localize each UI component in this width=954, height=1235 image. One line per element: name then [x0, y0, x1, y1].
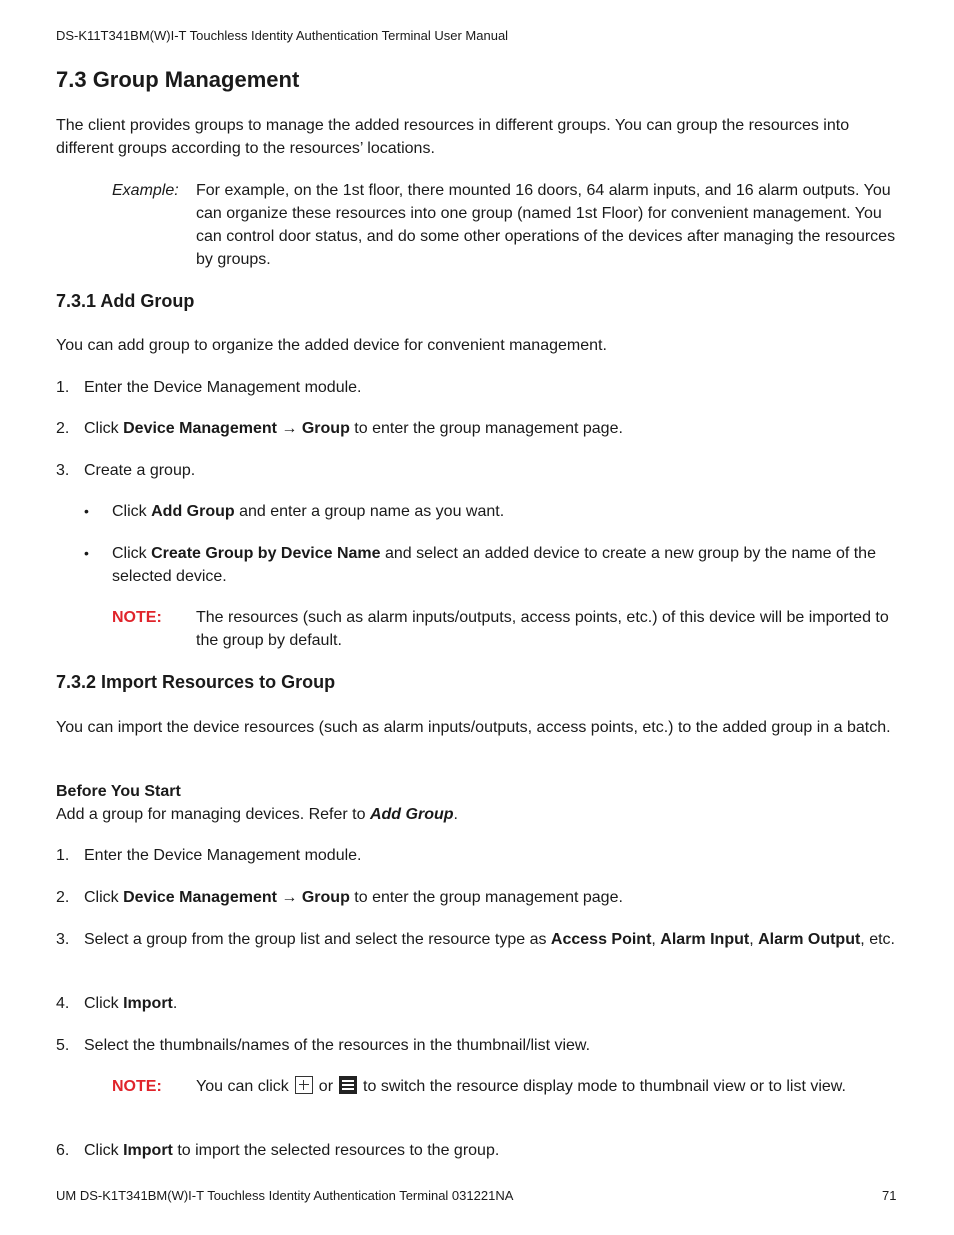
add-group-intro: You can add group to organize the added device for convenient management. [56, 337, 607, 354]
note-text: You can click or to switch the resource display mode to thumbnail view or to list view. [196, 1078, 846, 1095]
example-text: For example, on the 1st floor, there mounted 16 doors, 64 alarm inputs, and 16 alarm outputs. You can organize these resources into one group (named 1st Floor) for convenient management. You can control door status, and do some other operations of the devices after managing the resources by groups. [196, 182, 896, 268]
bullet-text: Click Add Group and enter a group name as you want. [112, 503, 505, 520]
bullet-icon: • [84, 545, 89, 561]
page-header: DS-K11T341BM(W)I-T Touchless Identity Authentication Terminal User Manual [56, 28, 509, 43]
before-you-start-title: Before You Start [56, 783, 181, 800]
step-number: 1. [56, 847, 70, 864]
step-text: Click Device Management → Group to enter the group management page. [84, 420, 623, 437]
step-number: 2. [56, 889, 70, 906]
footer-text: UM DS-K1T341BM(W)I-T Touchless Identity Authentication Terminal 031221NA [56, 1188, 514, 1203]
step-text: Select a group from the group list and select the resource type as Access Point, Alarm Input, Alarm Output, etc. [84, 931, 895, 948]
step-text: Enter the Device Management module. [84, 379, 362, 396]
step-number: 6. [56, 1142, 70, 1159]
import-group-title: 7.3.2 Import Resources to Group [56, 672, 336, 692]
note-label: NOTE: [112, 609, 162, 626]
bullet-text: Click Create Group by Device Name and select an added device to create a new group by the name of the selected device. [112, 545, 876, 585]
list-view-icon[interactable] [339, 1076, 357, 1094]
step-text: Click Import to import the selected resources to the group. [84, 1142, 500, 1159]
step-number: 5. [56, 1037, 70, 1054]
before-you-start-text: Add a group for managing devices. Refer to Add Group. [56, 806, 458, 823]
step-text: Create a group. [84, 462, 196, 479]
step-number: 4. [56, 995, 70, 1012]
bullet-icon: • [84, 503, 89, 519]
step-number: 2. [56, 420, 70, 437]
add-group-title: 7.3.1 Add Group [56, 291, 195, 311]
note-label: NOTE: [112, 1078, 162, 1095]
example-label: Example: [112, 182, 179, 199]
section-title: 7.3 Group Management [56, 67, 300, 92]
page-number: 71 [882, 1188, 897, 1203]
add-group-link[interactable]: Add Group [369, 806, 454, 823]
step-number: 3. [56, 462, 70, 479]
step-text: Click Import. [84, 995, 178, 1012]
note-text: The resources (such as alarm inputs/outputs, access points, etc.) of this device will be imported to the group by default. [196, 609, 889, 649]
thumbnail-view-icon[interactable] [295, 1076, 313, 1094]
step-text: Select the thumbnails/names of the resources in the thumbnail/list view. [84, 1037, 591, 1054]
step-text: Enter the Device Management module. [84, 847, 362, 864]
step-number: 3. [56, 931, 70, 948]
section-intro: The client provides groups to manage the added resources in different groups. You can group the resources into different groups according to the resources’ locations. [56, 117, 850, 157]
import-group-intro: You can import the device resources (such as alarm inputs/outputs, access points, etc.) to the added group in a batch. [56, 719, 891, 736]
step-text: Click Device Management → Group to enter the group management page. [84, 889, 623, 906]
step-number: 1. [56, 379, 70, 396]
